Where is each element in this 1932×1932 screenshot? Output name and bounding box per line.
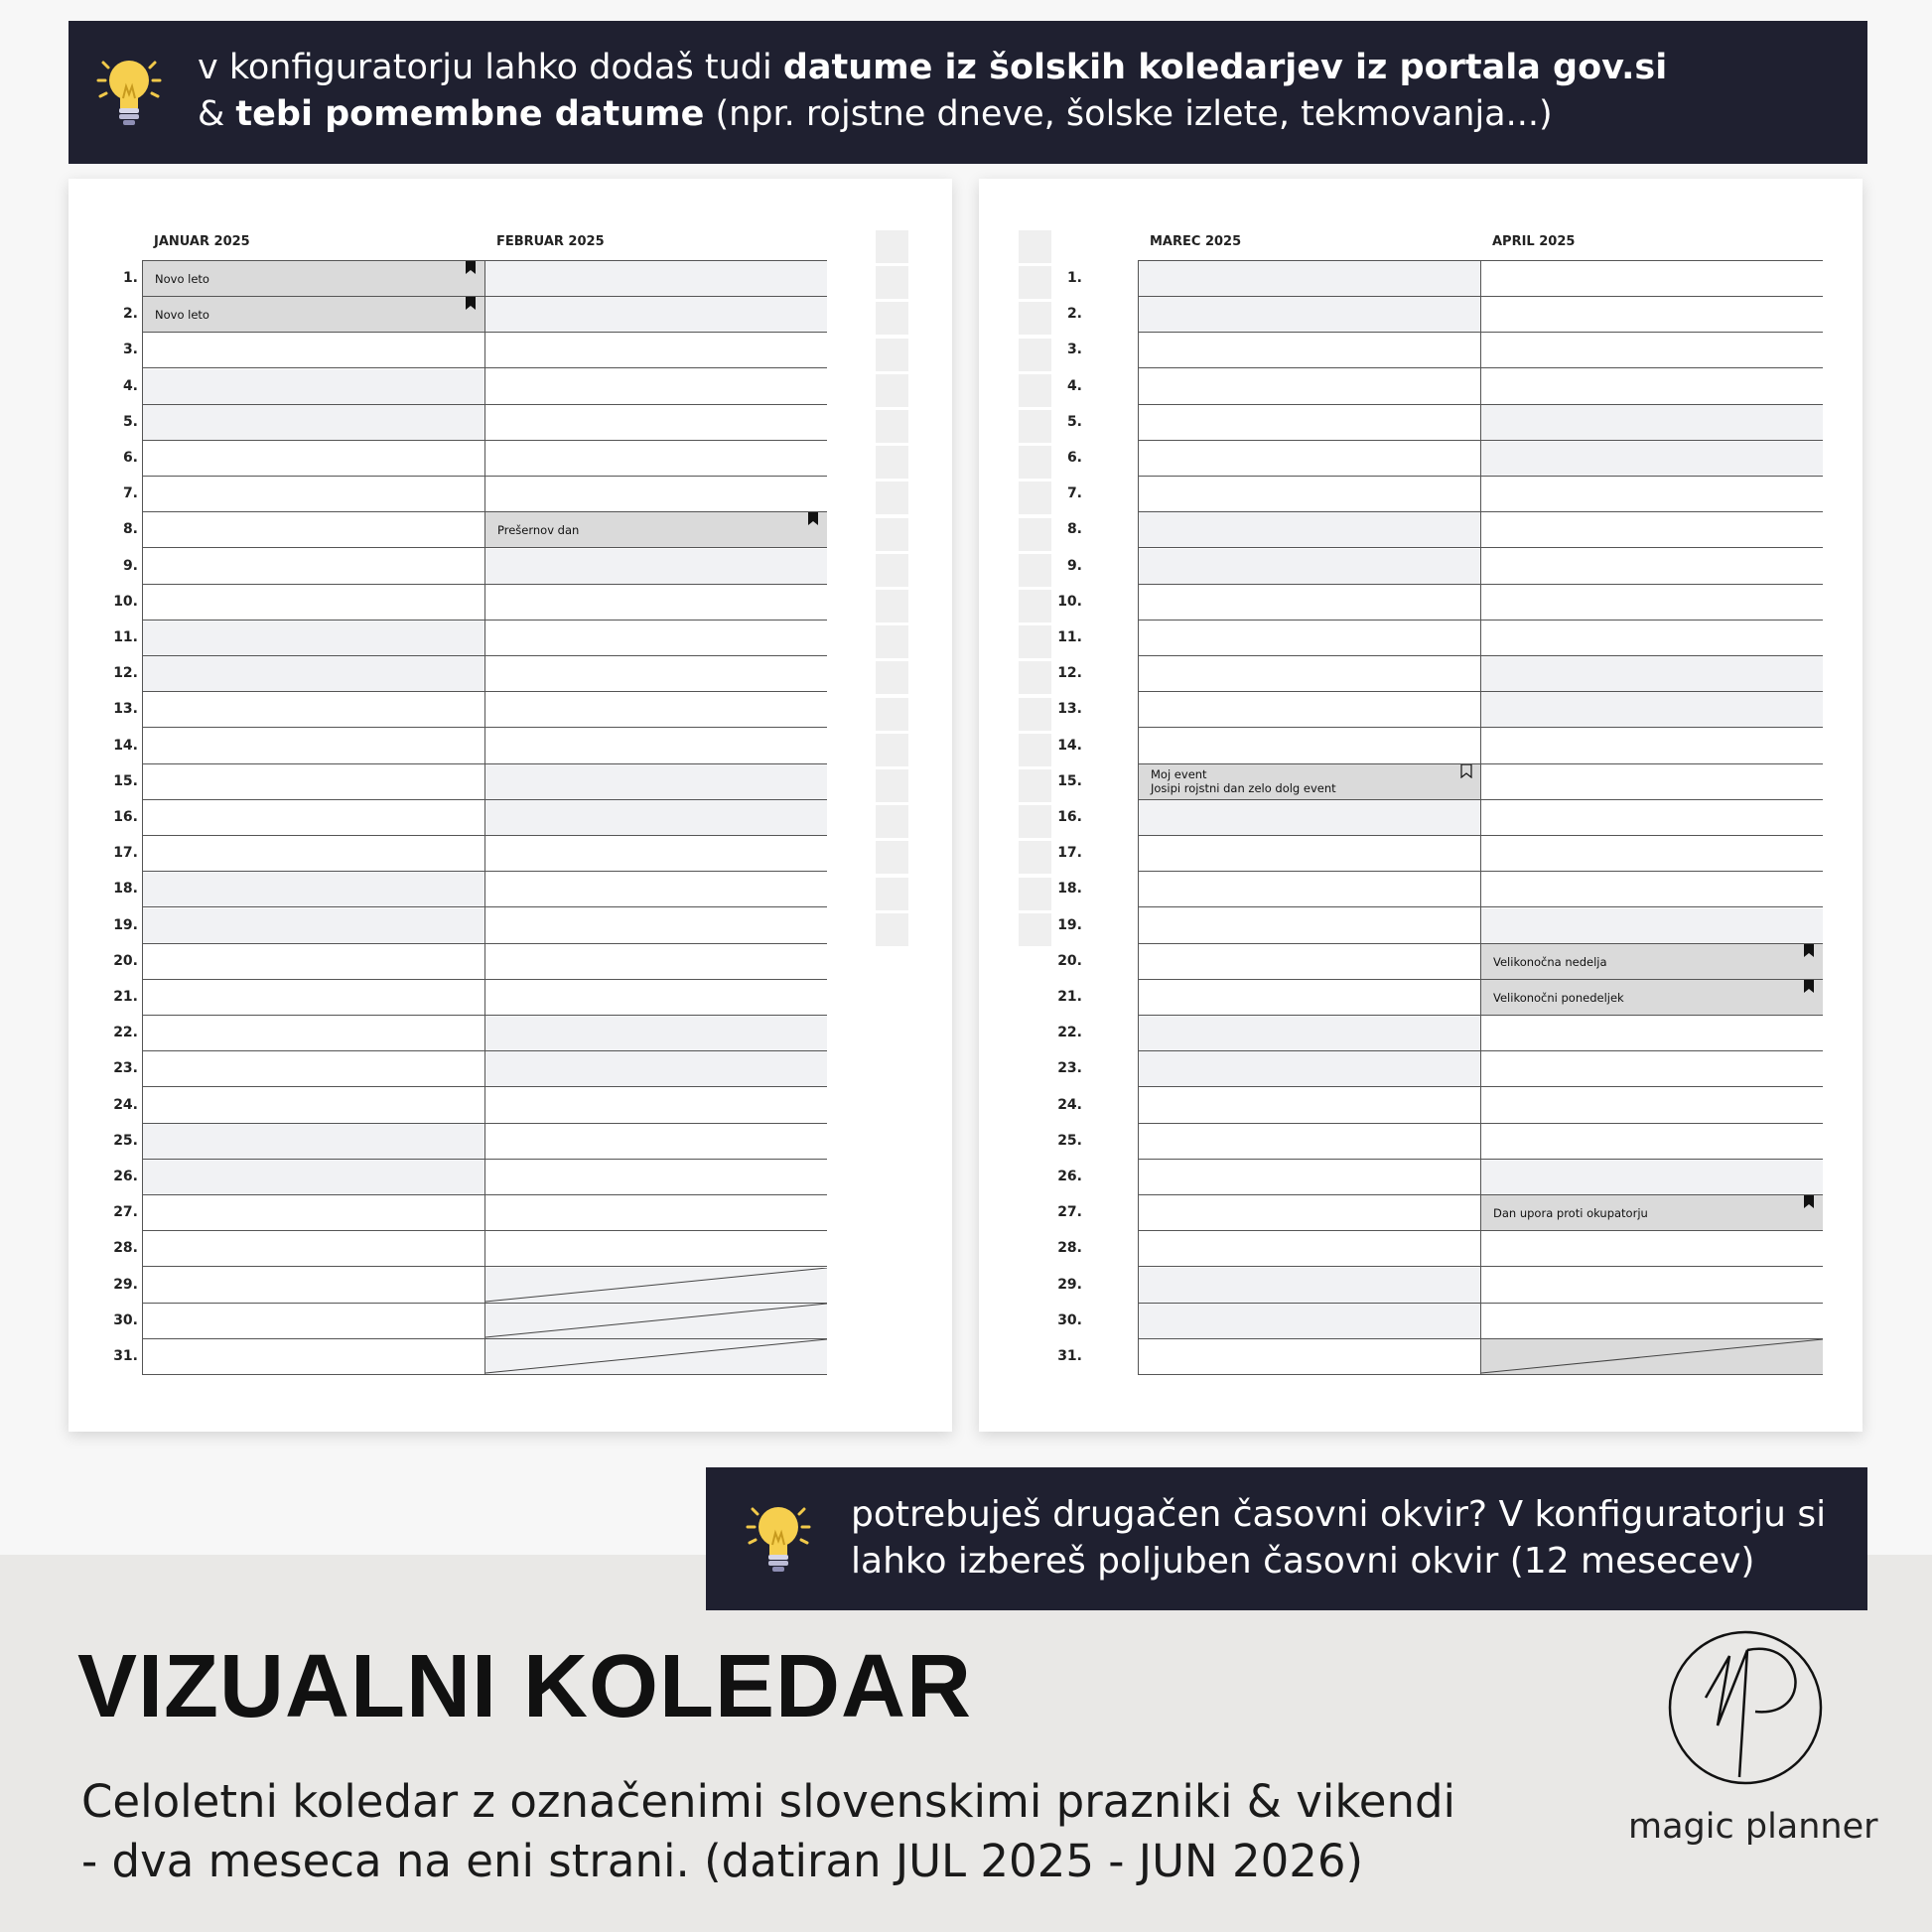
day-cell[interactable] — [143, 1195, 484, 1231]
day-number: 28. — [113, 1240, 138, 1257]
day-checkbox[interactable] — [1019, 410, 1051, 443]
day-cell[interactable] — [1139, 1160, 1480, 1195]
day-cell[interactable] — [485, 1339, 827, 1375]
day-number: 30. — [113, 1311, 138, 1328]
day-number: 2. — [1066, 306, 1082, 323]
unused-day-slash — [485, 1268, 827, 1304]
day-number: 26. — [113, 1169, 138, 1184]
tip-line2-plain-a: & — [198, 94, 236, 134]
day-number: 21. — [113, 989, 138, 1005]
bookmark-outline-icon — [1460, 764, 1472, 778]
day-cell[interactable] — [1139, 729, 1480, 764]
bottom-tip-line1: potrebuješ drugačen časovni okvir? V konfiguratorju si — [851, 1494, 1827, 1535]
day-cell[interactable] — [143, 980, 484, 1016]
event-title: Moj event — [1151, 766, 1207, 781]
day-number: 1. — [1066, 270, 1082, 286]
day-cell[interactable] — [1139, 908, 1480, 944]
day-cell[interactable] — [485, 261, 827, 297]
day-cell[interactable] — [485, 980, 827, 1016]
tip-line1-plain: v konfiguratorju lahko dodaš tudi — [198, 48, 783, 87]
day-number: 18. — [113, 881, 138, 897]
bookmark-icon — [465, 261, 477, 275]
day-cell[interactable] — [1481, 261, 1823, 297]
day-cell[interactable] — [1481, 297, 1823, 333]
day-number: 17. — [1057, 845, 1082, 862]
day-cell[interactable] — [1481, 656, 1823, 692]
day-cell[interactable] — [1481, 1268, 1823, 1304]
day-checkbox[interactable] — [876, 410, 908, 443]
day-cell[interactable] — [143, 549, 484, 585]
day-number: 14. — [1057, 737, 1082, 754]
day-checkbox[interactable] — [876, 302, 908, 335]
lightbulb-icon — [92, 51, 166, 130]
day-number: 10. — [1057, 593, 1082, 610]
day-cell[interactable] — [485, 369, 827, 405]
column-divider — [484, 260, 485, 1375]
day-cell[interactable] — [143, 656, 484, 692]
day-cell[interactable] — [1139, 369, 1480, 405]
day-checkbox[interactable] — [876, 661, 908, 694]
day-cell[interactable] — [1139, 405, 1480, 441]
holiday-label: Novo leto — [155, 272, 209, 286]
day-cell[interactable] — [143, 405, 484, 441]
holiday-label: Velikonočna nedelja — [1493, 954, 1607, 969]
day-checkbox[interactable] — [1019, 302, 1051, 335]
day-number: 6. — [1066, 450, 1082, 466]
event-subtitle: Josipi rojstni dan zelo dolg event — [1151, 780, 1336, 795]
day-number: 2. — [122, 306, 138, 323]
day-cell[interactable] — [1481, 512, 1823, 548]
day-cell[interactable] — [485, 1195, 827, 1231]
tip-line2-bold: tebi pomembne datume — [235, 94, 705, 134]
day-cell[interactable] — [1139, 1195, 1480, 1231]
day-cell[interactable] — [143, 333, 484, 368]
bottom-tip-banner — [706, 1467, 1867, 1610]
day-cell[interactable] — [143, 1016, 484, 1051]
day-cell[interactable] — [143, 908, 484, 944]
day-cell[interactable] — [485, 872, 827, 907]
day-cell[interactable] — [1481, 980, 1823, 1016]
day-cell[interactable] — [1139, 585, 1480, 621]
day-number: 29. — [113, 1276, 138, 1293]
day-number: 11. — [1057, 629, 1082, 645]
day-checkbox[interactable] — [1019, 446, 1051, 479]
day-number: 8. — [1066, 521, 1082, 538]
day-cell[interactable] — [143, 477, 484, 512]
day-number: 10. — [113, 593, 138, 610]
day-cell[interactable] — [485, 512, 827, 548]
day-number: 18. — [1057, 881, 1082, 897]
day-number: 24. — [113, 1096, 138, 1113]
day-cell[interactable] — [485, 836, 827, 872]
day-number: 22. — [1057, 1025, 1082, 1041]
day-cell[interactable] — [143, 1304, 484, 1339]
day-checkbox[interactable] — [1019, 734, 1051, 766]
day-number: 23. — [1057, 1060, 1082, 1077]
top-tip-banner — [69, 21, 1867, 164]
bookmark-icon — [1803, 980, 1815, 994]
day-checkbox[interactable] — [1019, 554, 1051, 587]
day-cell[interactable] — [1139, 944, 1480, 980]
magic-planner-logo — [1666, 1628, 1825, 1787]
day-cell[interactable] — [143, 764, 484, 800]
day-number: 3. — [122, 342, 138, 358]
day-number: 16. — [1057, 809, 1082, 825]
day-cell[interactable] — [143, 836, 484, 872]
day-cell[interactable] — [1139, 836, 1480, 872]
day-cell[interactable] — [143, 1088, 484, 1124]
day-cell[interactable] — [1481, 1339, 1823, 1375]
product-title: VIZUALNI KOLEDAR — [77, 1637, 972, 1736]
day-cell[interactable] — [485, 908, 827, 944]
day-checkbox[interactable] — [1019, 339, 1051, 371]
day-number: 5. — [122, 413, 138, 430]
day-cell[interactable] — [485, 800, 827, 836]
day-cell[interactable] — [1481, 549, 1823, 585]
day-checkbox[interactable] — [1019, 374, 1051, 407]
day-checkbox[interactable] — [1019, 698, 1051, 731]
day-cell[interactable] — [1481, 1051, 1823, 1087]
day-checkbox[interactable] — [876, 554, 908, 587]
day-cell[interactable] — [1139, 872, 1480, 907]
day-cell[interactable] — [1481, 1160, 1823, 1195]
day-cell[interactable] — [1481, 1304, 1823, 1339]
day-number: 28. — [1057, 1240, 1082, 1257]
day-checkbox[interactable] — [1019, 805, 1051, 838]
day-number: 6. — [122, 450, 138, 466]
day-checkbox[interactable] — [876, 913, 908, 946]
day-cell[interactable] — [485, 764, 827, 800]
day-cell[interactable] — [485, 729, 827, 764]
day-number: 9. — [1066, 557, 1082, 574]
day-checkbox[interactable] — [1019, 661, 1051, 694]
day-number: 12. — [113, 665, 138, 682]
day-checkbox[interactable] — [1019, 625, 1051, 658]
holiday-label: Velikonočni ponedeljek — [1493, 991, 1624, 1005]
day-number: 29. — [1057, 1276, 1082, 1293]
day-cell[interactable] — [143, 729, 484, 764]
bottom-tip-text — [851, 1491, 1826, 1585]
day-cell[interactable] — [485, 1124, 827, 1160]
day-checkbox[interactable] — [1019, 230, 1051, 263]
bookmark-icon — [1803, 944, 1815, 958]
day-cell[interactable] — [485, 1160, 827, 1195]
day-cell[interactable] — [485, 1231, 827, 1267]
day-number: 23. — [113, 1060, 138, 1077]
day-cell[interactable] — [1481, 1088, 1823, 1124]
day-cell[interactable] — [1139, 441, 1480, 477]
holiday-label: Novo leto — [155, 308, 209, 323]
day-number: 27. — [113, 1204, 138, 1221]
day-checkbox[interactable] — [876, 698, 908, 731]
day-cell[interactable] — [1139, 1339, 1480, 1375]
day-cell[interactable] — [143, 872, 484, 907]
day-number: 21. — [1057, 989, 1082, 1005]
day-cell[interactable] — [485, 549, 827, 585]
day-number: 20. — [1057, 952, 1082, 969]
day-number: 1. — [122, 270, 138, 286]
day-cell[interactable] — [143, 1160, 484, 1195]
day-number: 15. — [113, 772, 138, 789]
day-cell[interactable] — [485, 333, 827, 368]
day-number: 4. — [122, 377, 138, 394]
day-cell[interactable] — [1481, 369, 1823, 405]
day-cell[interactable] — [1481, 333, 1823, 368]
bottom-tip-line2: lahko izbereš poljuben časovni okvir (12 mesecev) — [851, 1541, 1755, 1582]
day-cell[interactable] — [1139, 512, 1480, 548]
logo-text: magic planner — [1628, 1807, 1878, 1847]
day-number: 8. — [122, 521, 138, 538]
day-checkbox[interactable] — [876, 482, 908, 514]
day-cell[interactable] — [1481, 405, 1823, 441]
day-checkbox[interactable] — [1019, 841, 1051, 874]
day-cell[interactable] — [143, 1124, 484, 1160]
day-number: 13. — [113, 701, 138, 718]
day-cell[interactable] — [1139, 800, 1480, 836]
day-checkbox[interactable] — [1019, 266, 1051, 299]
day-cell[interactable] — [485, 1304, 827, 1339]
day-cell[interactable] — [1481, 944, 1823, 980]
day-number: 25. — [1057, 1132, 1082, 1149]
day-cell[interactable] — [143, 1268, 484, 1304]
day-cell[interactable] — [485, 405, 827, 441]
day-cell[interactable] — [1481, 1195, 1823, 1231]
day-number: 9. — [122, 557, 138, 574]
day-checkbox[interactable] — [1019, 482, 1051, 514]
day-cell[interactable] — [1139, 261, 1480, 297]
day-cell[interactable] — [1139, 1231, 1480, 1267]
bookmark-icon — [807, 512, 819, 526]
subtitle-line1: Celoletni koledar z označenimi slovenskimi prazniki & vikendi — [81, 1775, 1456, 1828]
month-header: JANUAR 2025 — [154, 234, 250, 249]
day-cell[interactable] — [1481, 441, 1823, 477]
day-cell[interactable] — [1481, 1231, 1823, 1267]
day-checkbox[interactable] — [1019, 913, 1051, 946]
day-cell[interactable] — [143, 944, 484, 980]
day-cell[interactable] — [1139, 1088, 1480, 1124]
day-cell[interactable] — [1481, 872, 1823, 907]
day-cell[interactable] — [1139, 1016, 1480, 1051]
day-cell[interactable] — [143, 692, 484, 728]
day-number: 12. — [1057, 665, 1082, 682]
day-cell[interactable] — [143, 585, 484, 621]
unused-day-slash — [485, 1304, 827, 1339]
subtitle-line2: - dva meseca na eni strani. (datiran JUL 2025 - JUN 2026) — [81, 1835, 1364, 1887]
day-cell[interactable] — [485, 621, 827, 656]
day-cell[interactable] — [1139, 656, 1480, 692]
day-checkbox[interactable] — [876, 590, 908, 622]
holiday-label: Dan upora proti okupatorju — [1493, 1206, 1648, 1221]
day-checkbox[interactable] — [876, 769, 908, 802]
day-checkbox[interactable] — [876, 734, 908, 766]
column-divider — [1480, 260, 1481, 1375]
day-cell[interactable] — [1139, 692, 1480, 728]
top-tip-text — [198, 45, 1667, 138]
day-checkbox[interactable] — [876, 230, 908, 263]
day-number: 22. — [113, 1025, 138, 1041]
event-label — [1151, 767, 1336, 795]
tip-line2-plain-b: (npr. rojstne dneve, šolske izlete, tekmovanja...) — [704, 94, 1553, 134]
day-cell[interactable] — [1139, 297, 1480, 333]
holiday-label: Prešernov dan — [497, 523, 580, 538]
day-cell[interactable] — [1139, 1268, 1480, 1304]
day-cell[interactable] — [1481, 836, 1823, 872]
calendar-page-right — [979, 179, 1863, 1432]
day-checkbox[interactable] — [1019, 769, 1051, 802]
day-number: 4. — [1066, 377, 1082, 394]
month-header: APRIL 2025 — [1492, 234, 1576, 249]
product-subtitle — [81, 1772, 1455, 1891]
unused-day-slash — [1481, 1339, 1823, 1375]
day-checkbox[interactable] — [1019, 590, 1051, 622]
day-cell[interactable] — [1481, 800, 1823, 836]
day-cell[interactable] — [143, 1051, 484, 1087]
day-cell[interactable] — [143, 1231, 484, 1267]
month-header: MAREC 2025 — [1150, 234, 1242, 249]
day-cell[interactable] — [1139, 1051, 1480, 1087]
column-divider — [142, 260, 143, 1375]
day-number: 27. — [1057, 1204, 1082, 1221]
day-cell[interactable] — [143, 512, 484, 548]
day-number: 19. — [1057, 916, 1082, 933]
calendar-page-left — [69, 179, 952, 1432]
bookmark-icon — [465, 297, 477, 311]
day-number: 15. — [1057, 772, 1082, 789]
day-number: 31. — [1057, 1348, 1082, 1364]
day-cell[interactable] — [143, 297, 484, 333]
day-cell[interactable] — [1139, 1304, 1480, 1339]
day-checkbox[interactable] — [876, 374, 908, 407]
day-cell[interactable] — [485, 692, 827, 728]
day-number: 7. — [1066, 485, 1082, 502]
day-cell[interactable] — [143, 441, 484, 477]
day-checkbox[interactable] — [876, 339, 908, 371]
day-checkbox[interactable] — [876, 878, 908, 910]
day-cell[interactable] — [143, 1339, 484, 1375]
month-header: FEBRUAR 2025 — [496, 234, 605, 249]
day-cell[interactable] — [1481, 585, 1823, 621]
day-cell[interactable] — [485, 297, 827, 333]
day-number: 13. — [1057, 701, 1082, 718]
unused-day-slash — [485, 1339, 827, 1375]
day-cell[interactable] — [485, 585, 827, 621]
day-number: 31. — [113, 1348, 138, 1364]
day-checkbox[interactable] — [1019, 878, 1051, 910]
day-number: 24. — [1057, 1096, 1082, 1113]
day-cell[interactable] — [1481, 908, 1823, 944]
day-cell[interactable] — [1139, 1124, 1480, 1160]
day-checkbox[interactable] — [876, 518, 908, 551]
day-number: 3. — [1066, 342, 1082, 358]
day-number: 14. — [113, 737, 138, 754]
day-checkbox[interactable] — [876, 446, 908, 479]
day-number: 25. — [113, 1132, 138, 1149]
day-number: 7. — [122, 485, 138, 502]
day-number: 19. — [113, 916, 138, 933]
day-checkbox[interactable] — [876, 805, 908, 838]
day-cell[interactable] — [1139, 764, 1480, 800]
day-cell[interactable] — [485, 477, 827, 512]
day-cell[interactable] — [1139, 333, 1480, 368]
day-number: 30. — [1057, 1311, 1082, 1328]
day-checkbox[interactable] — [876, 625, 908, 658]
tip-line1-bold: datume iz šolskih koledarjev iz portala gov.si — [782, 48, 1668, 87]
day-number: 17. — [113, 845, 138, 862]
day-cell[interactable] — [1481, 692, 1823, 728]
day-cell[interactable] — [1481, 764, 1823, 800]
day-cell[interactable] — [485, 944, 827, 980]
bookmark-icon — [1803, 1195, 1815, 1209]
day-cell[interactable] — [485, 1088, 827, 1124]
day-number: 16. — [113, 809, 138, 825]
column-divider — [1138, 260, 1139, 1375]
day-cell[interactable] — [143, 261, 484, 297]
day-number: 20. — [113, 952, 138, 969]
day-checkbox[interactable] — [1019, 518, 1051, 551]
day-cell[interactable] — [485, 441, 827, 477]
day-number: 26. — [1057, 1169, 1082, 1184]
day-cell[interactable] — [143, 369, 484, 405]
day-number: 5. — [1066, 413, 1082, 430]
day-cell[interactable] — [143, 621, 484, 656]
day-cell[interactable] — [1481, 477, 1823, 512]
lightbulb-icon — [742, 1497, 815, 1577]
day-cell[interactable] — [485, 1268, 827, 1304]
day-cell[interactable] — [1481, 729, 1823, 764]
day-cell[interactable] — [485, 1051, 827, 1087]
day-cell[interactable] — [1481, 1124, 1823, 1160]
day-cell[interactable] — [1139, 980, 1480, 1016]
day-cell[interactable] — [1139, 621, 1480, 656]
day-cell[interactable] — [1139, 477, 1480, 512]
day-cell[interactable] — [485, 656, 827, 692]
day-checkbox[interactable] — [876, 266, 908, 299]
day-checkbox[interactable] — [876, 841, 908, 874]
day-cell[interactable] — [1481, 621, 1823, 656]
day-cell[interactable] — [1481, 1016, 1823, 1051]
day-cell[interactable] — [1139, 549, 1480, 585]
day-cell[interactable] — [485, 1016, 827, 1051]
day-cell[interactable] — [143, 800, 484, 836]
day-number: 11. — [113, 629, 138, 645]
